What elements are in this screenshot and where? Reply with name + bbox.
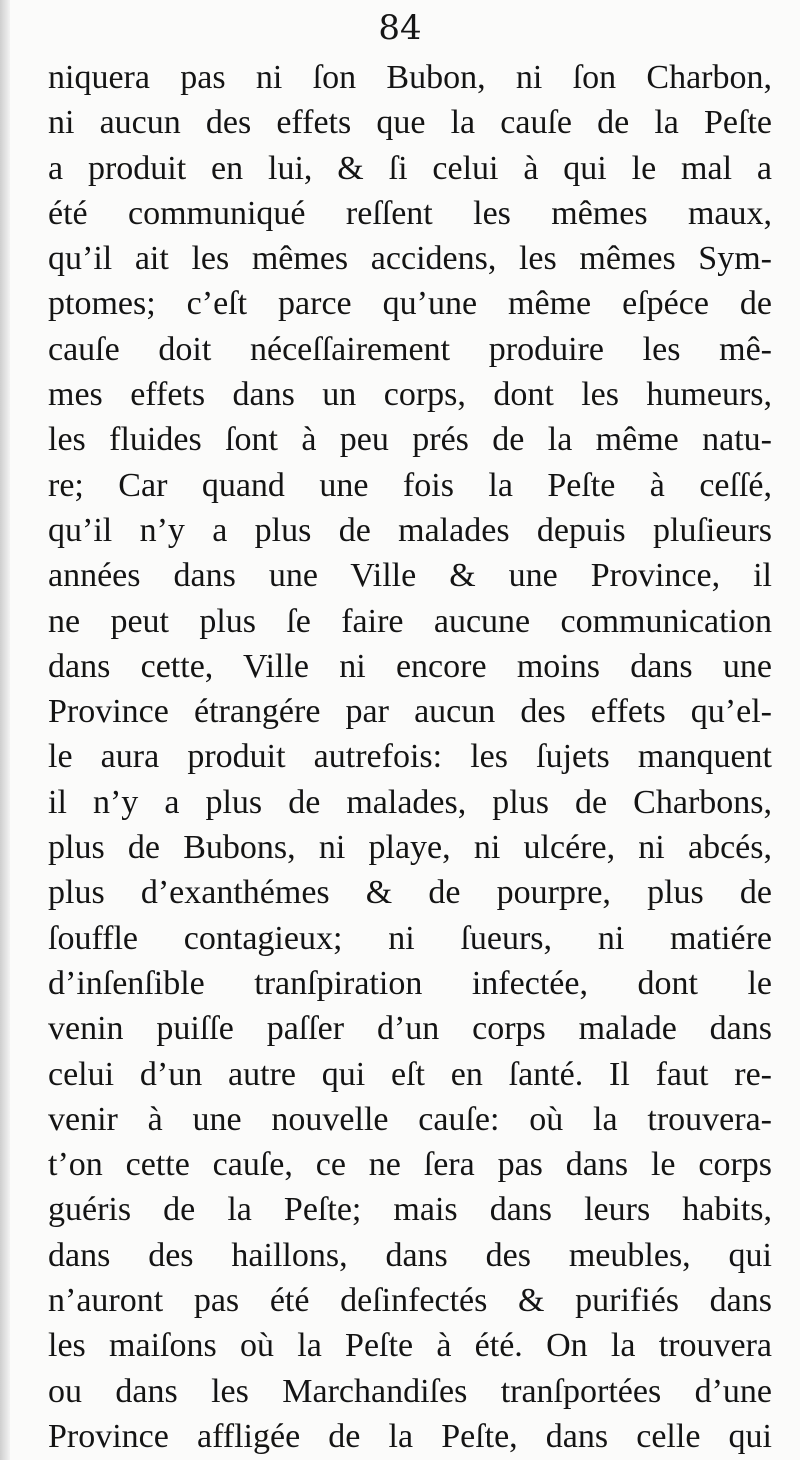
text-line: été communiqué reſſent les mêmes maux, bbox=[48, 194, 772, 232]
text-line: ne peut plus ſe faire aucune communication bbox=[48, 602, 772, 640]
text-line: dans des haillons, dans des meubles, qui bbox=[48, 1236, 772, 1274]
text-line: ni aucun des effets que la cauſe de la Peſte bbox=[48, 104, 772, 142]
text-line: Province affligée de la Peſte, dans celle qui bbox=[48, 1417, 772, 1455]
text-line: ou dans les Marchandiſes tranſportées d’une bbox=[48, 1372, 772, 1410]
text-line: niquera pas ni ſon Bubon, ni ſon Charbon, bbox=[48, 59, 772, 96]
text-line: il n’y a plus de malades, plus de Charbons, bbox=[48, 783, 772, 821]
text-line: les maiſons où la Peſte à été. On la trouvera bbox=[48, 1327, 772, 1365]
text-line: venir à une nouvelle cauſe: où la trouvera- bbox=[48, 1100, 772, 1138]
text-line: cauſe doit néceſſairement produire les mê- bbox=[48, 330, 772, 368]
page-text bbox=[48, 55, 772, 1459]
text-line: n’auront pas été deſinfectés & purifiés dans bbox=[48, 1282, 772, 1320]
text-line: re; Car quand une fois la Peſte à ceſſé, bbox=[48, 466, 772, 504]
text-line: mes effets dans un corps, dont les humeurs, bbox=[48, 376, 772, 414]
text-line: années dans une Ville & une Province, il bbox=[48, 557, 772, 595]
text-line: Province étrangére par aucun des effets qu’el- bbox=[48, 693, 772, 731]
text-line: guéris de la Peſte; mais dans leurs habits, bbox=[48, 1191, 772, 1229]
text-line: a produit en lui, & ſi celui à qui le mal a bbox=[48, 149, 772, 187]
text-line: qu’il n’y a plus de malades depuis pluſieurs bbox=[48, 511, 772, 549]
text-line: plus d’exanthémes & de pourpre, plus de bbox=[48, 874, 772, 912]
text-line: les fluides ſont à peu prés de la même natu- bbox=[48, 421, 772, 459]
text-line: ptomes; c’eſt parce qu’une même eſpéce de bbox=[48, 285, 772, 323]
text-line: t’on cette cauſe, ce ne ſera pas dans le corps bbox=[48, 1146, 772, 1184]
text-line: d’inſenſible tranſpiration infectée, dont le bbox=[48, 964, 772, 1002]
text-line: ſouffle contagieux; ni ſueurs, ni matiére bbox=[48, 919, 772, 957]
text-line: dans cette, Ville ni encore moins dans une bbox=[48, 647, 772, 685]
text-line: venin puiſſe paſſer d’un corps malade dans bbox=[48, 1010, 772, 1048]
text-line: plus de Bubons, ni playe, ni ulcére, ni abcés, bbox=[48, 829, 772, 867]
text-line: qu’il ait les mêmes accidens, les mêmes Sym- bbox=[48, 240, 772, 278]
text-line: le aura produit autrefois: les ſujets manquent bbox=[48, 738, 772, 776]
page-number: 84 bbox=[378, 8, 422, 48]
text-line: celui d’un autre qui eſt en ſanté. Il faut re- bbox=[48, 1055, 772, 1093]
page-binding-edge bbox=[0, 0, 10, 1460]
